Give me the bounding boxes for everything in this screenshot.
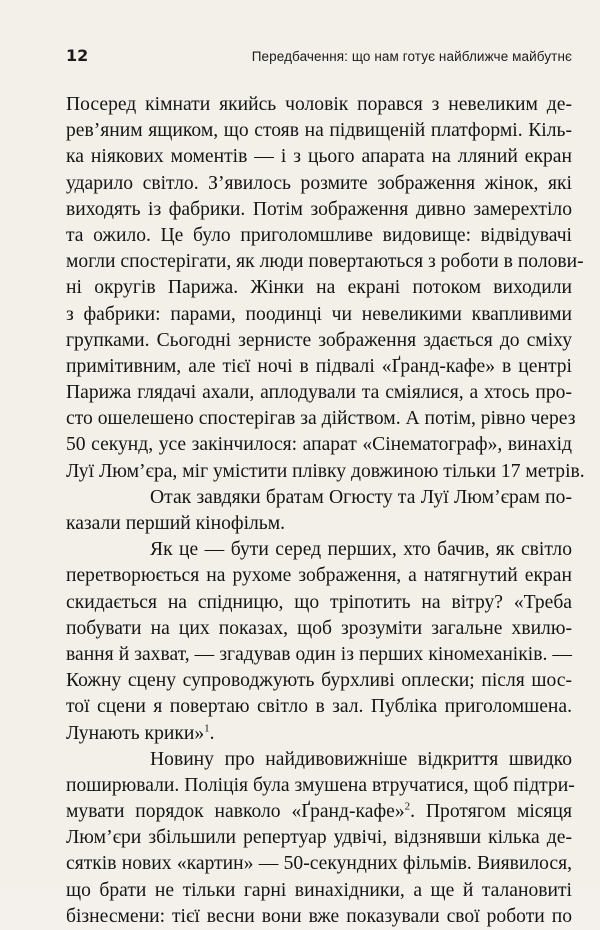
text-line-content: ні округів Парижа. Жінки на екрані потоком виходили	[66, 277, 572, 299]
text-line-content: з фабрики: парами, поодинці чи невеликими квапливими	[66, 303, 572, 325]
page-number: 12	[66, 46, 89, 65]
text-line	[66, 459, 585, 485]
text-line-continuation: . Протягом місяця	[410, 801, 572, 823]
text-line	[66, 799, 572, 825]
text-line	[66, 171, 572, 197]
text-line	[66, 328, 572, 354]
page-header	[66, 46, 572, 68]
text-line	[66, 144, 572, 170]
text-line-content: Кожну сцену супроводжують бурхливі оплески; після шос-	[66, 670, 572, 692]
text-line-content: скидається на спідницю, що тріпотить на вітру? «Треба	[66, 591, 572, 613]
text-line-content: примітивним, але тієї ночі в підвалі «Ґранд-кафе» в центрі	[66, 355, 572, 377]
text-line-content: могли спостерігати, як люди повертаються з роботи в полови-	[66, 251, 584, 273]
text-line-content: ударило світло. З’явилось розмите зображення жінок, які	[66, 172, 572, 194]
footnote-marker: 1	[204, 721, 210, 734]
running-title: Передбачення: що нам готує найближче майбутнє	[251, 49, 572, 64]
text-line	[66, 563, 572, 589]
text-line-content: Як це — бути серед перших, хто бачив, як світло	[150, 539, 572, 561]
text-line	[66, 275, 572, 301]
text-line	[66, 616, 572, 642]
text-line	[66, 721, 572, 747]
text-line-content: Новину про найдивовижніше відкриття швидко	[150, 748, 572, 770]
text-line	[66, 590, 572, 616]
text-line-content: Парижа глядачі ахали, аплодували та сміялися, а хтось про-	[66, 382, 572, 404]
text-line-content: групками. Сьогодні зернисте зображення здається до сміху	[66, 329, 572, 351]
text-line-content: рев’яним ящиком, що стояв на підвищеній платформі. Кіль-	[66, 120, 572, 142]
text-line-content: що брати не тільки гарні винахідники, а ще й талановиті	[66, 879, 572, 901]
text-line-content: мувати порядок навколо «Ґранд-кафе»	[66, 801, 405, 823]
text-line-content: вання й захват, — згадував один із перших кіномеханіків. —	[66, 643, 572, 665]
text-line-content: бізнесмени: тієї весни вони вже показували свої роботи по	[66, 905, 572, 927]
text-line-content: Отак завдяки братам Огюсту та Луї Люм’єрам по-	[150, 486, 572, 508]
text-line	[66, 642, 572, 668]
text-line	[66, 406, 576, 432]
text-line-content: Посеред кімнати якийсь чоловік порався з невеликим де-	[66, 94, 572, 115]
body-text	[66, 92, 585, 930]
text-line	[66, 302, 572, 328]
text-line	[66, 118, 572, 144]
text-line-content: перетворюється на рухоме зображення, а натягнутий екран	[66, 565, 572, 587]
text-line	[66, 197, 572, 223]
text-line	[66, 223, 572, 249]
text-line-content: поширювали. Поліція була змушена втручатися, щоб підтри-	[66, 774, 575, 796]
text-line	[66, 878, 572, 904]
text-line-content: ка ніякових моментів — і з цього апарата на лляний екран	[66, 146, 572, 168]
text-line	[66, 851, 572, 877]
text-line	[66, 92, 572, 118]
text-line	[66, 773, 575, 799]
text-line	[66, 249, 584, 275]
text-line	[66, 668, 572, 694]
text-line-content: Люм’єри збільшили репертуар удвічі, відзнявши кілька де-	[66, 827, 572, 849]
text-line-content: побувати на цих показах, щоб зрозуміти загальне хвилю-	[66, 617, 572, 639]
text-line-content: казали перший кінофільм.	[66, 513, 286, 534]
text-line-content: сятків нових «картин» — 50-секундних фільмів. Виявилося,	[66, 853, 572, 875]
text-line-content: Луї Люм’єра, міг умістити плівку довжиною тільки 17 метрів.	[66, 460, 585, 482]
text-line	[66, 485, 572, 511]
text-line	[66, 354, 572, 380]
text-line	[66, 904, 572, 930]
text-line	[66, 747, 572, 773]
text-line	[66, 537, 572, 563]
footnote-marker: 2	[404, 800, 411, 813]
text-line	[66, 511, 572, 537]
text-line-content: сто ошелешено спостерігав за дійством. А потім, рівно через	[66, 408, 576, 430]
text-line-content: та ожило. Це було приголомшливе видовище: відвідувачі	[66, 224, 572, 246]
text-line-content: виходять із фабрики. Потім зображення дивно замерехтіло	[66, 198, 572, 220]
text-line	[66, 432, 572, 458]
text-line	[66, 694, 572, 720]
text-line	[66, 380, 572, 406]
text-line-content: тої сцени я повертаю світло в зал. Публіка приголомшена.	[66, 696, 572, 718]
text-line-continuation: .	[209, 722, 215, 744]
text-line-content: 50 секунд, усе закінчилося: апарат «Сінематограф», винахід	[66, 434, 572, 456]
text-line-content: Лунають крики»	[66, 722, 205, 744]
text-line	[66, 825, 572, 851]
